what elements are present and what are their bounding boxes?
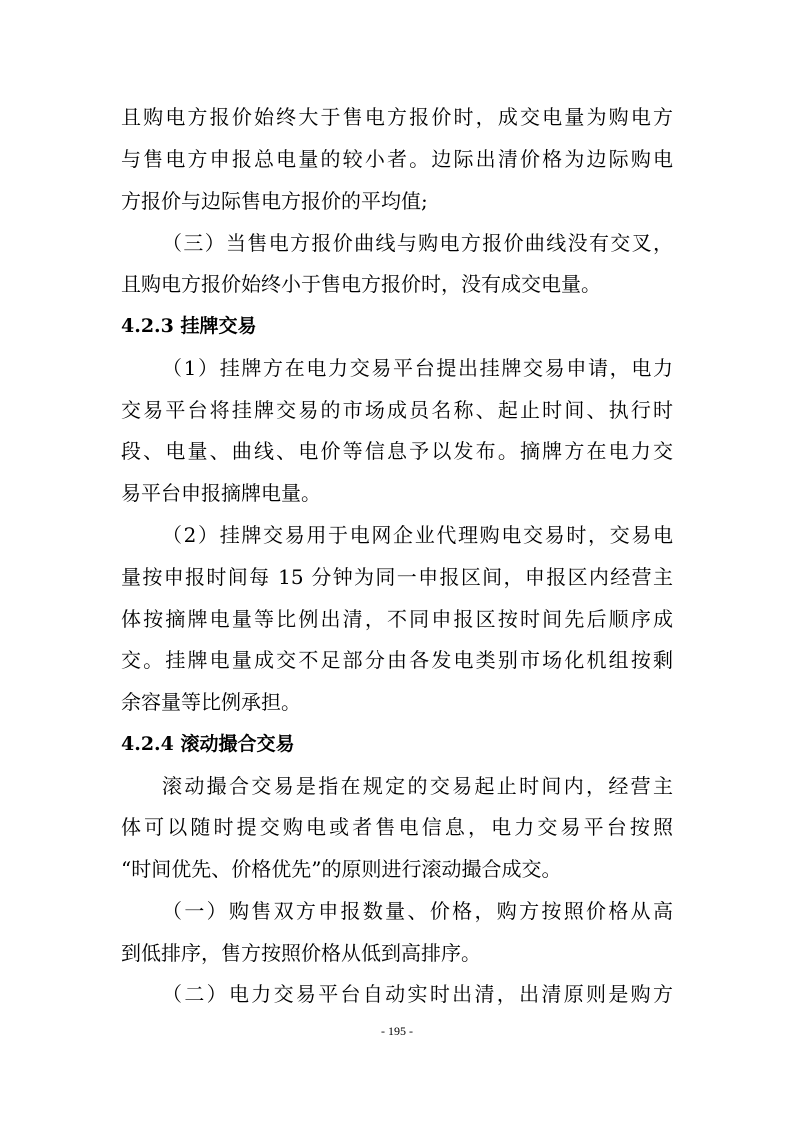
- body-text-line: 段、电量、曲线、电价等信息予以发布。摘牌方在电力交: [121, 439, 673, 463]
- section-heading-4-2-4: 4.2.4 滚动撮合交易: [121, 733, 295, 755]
- body-text-line: 且购电方报价始终小于售电方报价时，没有成交电量。: [121, 272, 601, 296]
- body-text-line: 体可以随时提交购电或者售电信息，电力交易平台按照: [121, 815, 673, 839]
- body-text-line: 到低排序，售方按照价格从低到高排序。: [121, 941, 481, 965]
- page-number: - 195 -: [381, 1024, 413, 1038]
- body-text-line: “时间优先、价格优先”的原则进行滚动撮合成交。: [121, 857, 562, 881]
- body-text-line: 量按申报时间每 15 分钟为同一申报区间，申报区内经营主: [121, 565, 673, 589]
- body-text-line: 且购电方报价始终大于售电方报价时，成交电量为购电方: [121, 105, 673, 129]
- body-text-line: 方报价与边际售电方报价的平均值;: [121, 189, 428, 213]
- body-text-line: 滚动撮合交易是指在规定的交易起止时间内，经营主: [162, 774, 673, 798]
- body-text-line: （2）挂牌交易用于电网企业代理购电交易时，交易电: [162, 523, 673, 547]
- body-text-line: 易平台申报摘牌电量。: [121, 481, 321, 505]
- body-text-line: 与售电方申报总电量的较小者。边际出清价格为边际购电: [121, 147, 673, 171]
- body-text-line: （三）当售电方报价曲线与购电方报价曲线没有交叉，: [162, 231, 673, 255]
- body-text-line: 体按摘牌电量等比例出清，不同申报区按时间先后顺序成: [121, 607, 673, 631]
- body-text-line: 交易平台将挂牌交易的市场成员名称、起止时间、执行时: [121, 398, 673, 422]
- body-text-line: （一）购售双方申报数量、价格，购方按照价格从高: [162, 899, 673, 923]
- body-text-line: 交。挂牌电量成交不足部分由各发电类别市场化机组按剩: [121, 648, 673, 672]
- section-heading-4-2-3: 4.2.3 挂牌交易: [121, 315, 257, 337]
- body-text-line: 余容量等比例承担。: [121, 690, 301, 714]
- body-text-line: （1）挂牌方在电力交易平台提出挂牌交易申请，电力: [162, 356, 673, 380]
- body-text-line: （二）电力交易平台自动实时出清，出清原则是购方: [162, 982, 673, 1006]
